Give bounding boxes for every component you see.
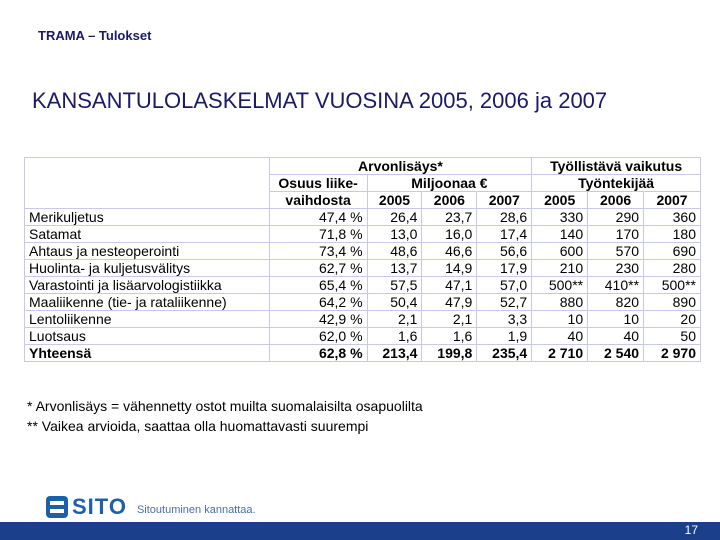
row-label: Ahtaus ja nesteoperointi (25, 243, 270, 260)
employment-cell: 230 (588, 260, 644, 277)
share-cell: 42,9 % (269, 311, 367, 328)
employment-cell: 180 (644, 226, 701, 243)
footnote-value-added: * Arvonlisäys = vähennetty ostot muilta suomalaisilta osapuolilta (27, 398, 423, 414)
header-year: 2006 (422, 192, 477, 209)
page-title: KANSANTULOLASKELMAT VUOSINA 2005, 2006 ja 2007 (32, 88, 608, 113)
total-value-added-cell: 213,4 (367, 345, 422, 362)
results-table (24, 157, 701, 362)
employment-cell: 210 (532, 260, 588, 277)
sito-logo-icon (46, 496, 68, 518)
value-added-cell: 52,7 (477, 294, 532, 311)
header-millions: Miljoonaa € (367, 175, 532, 192)
footer-bar (0, 522, 720, 540)
row-label: Lentoliikenne (25, 311, 270, 328)
employment-cell: 820 (588, 294, 644, 311)
row-label: Huolinta- ja kuljetusvälitys (25, 260, 270, 277)
employment-cell: 290 (588, 209, 644, 226)
share-cell: 62,7 % (269, 260, 367, 277)
row-label: Satamat (25, 226, 270, 243)
share-cell: 73,4 % (269, 243, 367, 260)
table-row (25, 226, 701, 243)
logo-slogan: Sitoutuminen kannattaa. (136, 504, 256, 516)
employment-cell: 500** (644, 277, 701, 294)
total-employment-cell: 2 710 (532, 345, 588, 362)
header-share-line1: Osuus liike- (269, 175, 367, 192)
employment-cell: 50 (644, 328, 701, 345)
total-employment-cell: 2 970 (644, 345, 701, 362)
value-added-cell: 47,1 (422, 277, 477, 294)
employment-cell: 10 (588, 311, 644, 328)
value-added-cell: 14,9 (422, 260, 477, 277)
total-label: Yhteensä (25, 345, 270, 362)
section-tag: TRAMA – Tulokset (38, 28, 152, 43)
value-added-cell: 56,6 (477, 243, 532, 260)
value-added-cell: 16,0 (422, 226, 477, 243)
table-row (25, 328, 701, 345)
value-added-cell: 2,1 (367, 311, 422, 328)
value-added-cell: 26,4 (367, 209, 422, 226)
table-row (25, 243, 701, 260)
value-added-cell: 13,7 (367, 260, 422, 277)
sito-logo (46, 494, 256, 520)
header-empty-cell (25, 158, 270, 209)
total-row (25, 345, 701, 362)
row-label: Merikuljetus (25, 209, 270, 226)
row-label: Maaliikenne (tie- ja rataliikenne) (25, 294, 270, 311)
header-year: 2005 (367, 192, 422, 209)
table-row (25, 209, 701, 226)
footnote-estimate: ** Vaikea arvioida, saattaa olla huomattavasti suurempi (27, 418, 369, 434)
value-added-cell: 57,0 (477, 277, 532, 294)
employment-cell: 570 (588, 243, 644, 260)
row-label: Luotsaus (25, 328, 270, 345)
value-added-cell: 50,4 (367, 294, 422, 311)
value-added-cell: 3,3 (477, 311, 532, 328)
employment-cell: 40 (588, 328, 644, 345)
value-added-cell: 48,6 (367, 243, 422, 260)
value-added-cell: 47,9 (422, 294, 477, 311)
value-added-cell: 1,9 (477, 328, 532, 345)
employment-cell: 360 (644, 209, 701, 226)
table-row (25, 260, 701, 277)
employment-cell: 880 (532, 294, 588, 311)
employment-cell: 890 (644, 294, 701, 311)
header-employment: Työllistävä vaikutus (532, 158, 701, 175)
table-row (25, 277, 701, 294)
header-year: 2006 (588, 192, 644, 209)
share-cell: 64,2 % (269, 294, 367, 311)
employment-cell: 40 (532, 328, 588, 345)
total-value-added-cell: 199,8 (422, 345, 477, 362)
header-value-added: Arvonlisäys* (269, 158, 532, 175)
table-row (25, 311, 701, 328)
employment-cell: 10 (532, 311, 588, 328)
employment-cell: 170 (588, 226, 644, 243)
header-row-groups (25, 158, 701, 175)
value-added-cell: 13,0 (367, 226, 422, 243)
employment-cell: 410** (588, 277, 644, 294)
employment-cell: 280 (644, 260, 701, 277)
value-added-cell: 2,1 (422, 311, 477, 328)
share-cell: 47,4 % (269, 209, 367, 226)
header-year: 2005 (532, 192, 588, 209)
total-share-cell: 62,8 % (269, 345, 367, 362)
total-value-added-cell: 235,4 (477, 345, 532, 362)
employment-cell: 690 (644, 243, 701, 260)
value-added-cell: 57,5 (367, 277, 422, 294)
header-workers: Työntekijää (532, 175, 701, 192)
employment-cell: 330 (532, 209, 588, 226)
page-number: 17 (684, 523, 698, 537)
value-added-cell: 1,6 (422, 328, 477, 345)
total-employment-cell: 2 540 (588, 345, 644, 362)
row-label: Varastointi ja lisäarvologistiikka (25, 277, 270, 294)
header-year: 2007 (477, 192, 532, 209)
header-share-line2: vaihdosta (269, 192, 367, 209)
logo-name: SITO (72, 494, 127, 519)
header-year: 2007 (644, 192, 701, 209)
value-added-cell: 23,7 (422, 209, 477, 226)
table-row (25, 294, 701, 311)
value-added-cell: 28,6 (477, 209, 532, 226)
share-cell: 65,4 % (269, 277, 367, 294)
share-cell: 62,0 % (269, 328, 367, 345)
employment-cell: 600 (532, 243, 588, 260)
value-added-cell: 17,4 (477, 226, 532, 243)
value-added-cell: 17,9 (477, 260, 532, 277)
employment-cell: 140 (532, 226, 588, 243)
employment-cell: 500** (532, 277, 588, 294)
share-cell: 71,8 % (269, 226, 367, 243)
employment-cell: 20 (644, 311, 701, 328)
value-added-cell: 46,6 (422, 243, 477, 260)
value-added-cell: 1,6 (367, 328, 422, 345)
